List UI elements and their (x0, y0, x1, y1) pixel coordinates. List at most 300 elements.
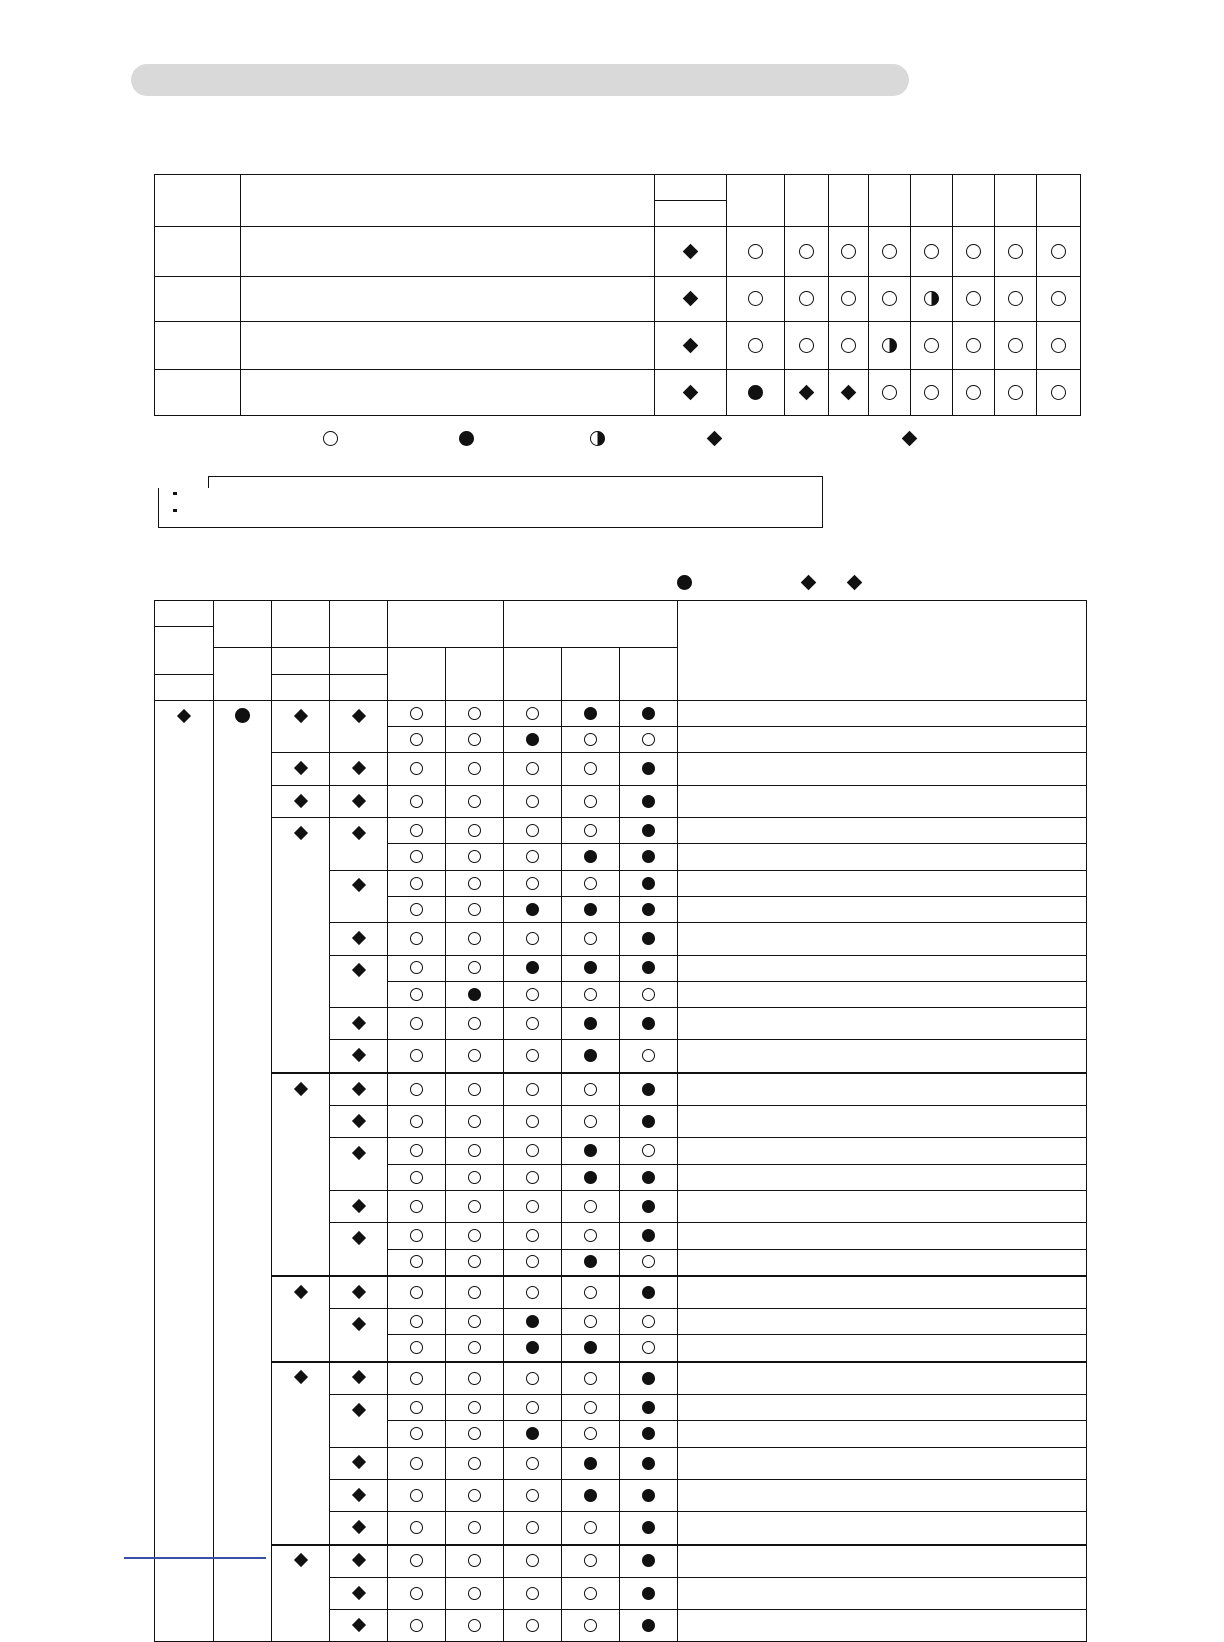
table-row (155, 370, 1081, 416)
open-circle-icon (966, 338, 981, 353)
open-circle-icon (410, 1171, 423, 1184)
mark-cell (388, 896, 446, 922)
section-header-bar (131, 64, 909, 96)
t2-header-cell (330, 674, 388, 700)
open-circle-icon (1051, 244, 1066, 259)
t2-header-cell (155, 601, 214, 627)
mark-cell (446, 1223, 504, 1249)
filled-circle-icon (642, 824, 655, 837)
combination-table (154, 600, 1087, 1642)
mark-cell (388, 1545, 446, 1578)
mark-cell (620, 785, 678, 817)
mark-cell (504, 955, 562, 981)
mark-cell (504, 1223, 562, 1249)
subgroup-cell (330, 753, 388, 785)
diamond-icon (841, 384, 857, 400)
mark-cell (562, 844, 620, 870)
open-circle-icon (468, 877, 481, 890)
diamond-icon (351, 1016, 365, 1030)
group-cell (272, 1545, 330, 1642)
open-circle-icon (799, 291, 814, 306)
t2-header-cell (272, 674, 330, 700)
filled-circle-icon (468, 988, 481, 1001)
filled-circle-icon (642, 1457, 655, 1470)
diamond-icon (351, 1048, 365, 1062)
row-description-cell (241, 370, 655, 416)
note-bullet (173, 492, 177, 495)
mark-cell (620, 753, 678, 785)
mark-cell (446, 818, 504, 844)
open-circle-icon (924, 244, 939, 259)
mark-cell (727, 370, 785, 416)
open-circle-icon (410, 1286, 423, 1299)
mark-cell (446, 1479, 504, 1511)
diamond-icon (177, 709, 191, 723)
mark-cell (562, 1577, 620, 1609)
diamond-icon (293, 1081, 307, 1095)
row-description-cell (241, 322, 655, 370)
diamond-icon (683, 291, 699, 307)
mark-cell (1037, 227, 1081, 277)
description-cell (678, 1164, 1087, 1190)
footer-link-underline (124, 1557, 266, 1559)
mark-cell (995, 322, 1037, 370)
open-circle-icon (584, 795, 597, 808)
mark-cell (388, 1249, 446, 1276)
diamond-icon (683, 384, 699, 400)
open-circle-icon (526, 1115, 539, 1128)
mark-cell (504, 1138, 562, 1164)
description-cell (678, 785, 1087, 817)
open-circle-icon (966, 244, 981, 259)
mark-cell (1037, 322, 1081, 370)
open-circle-icon (410, 1017, 423, 1030)
mark-cell (869, 370, 911, 416)
subgroup-cell (330, 1309, 388, 1362)
mark-cell (620, 1309, 678, 1335)
t2-header-cell (214, 601, 272, 648)
filled-circle-icon (584, 1017, 597, 1030)
open-circle-icon (642, 1144, 655, 1157)
mark-cell (620, 1040, 678, 1073)
mark-cell (562, 1421, 620, 1447)
filled-circle-icon (642, 1372, 655, 1385)
diamond-icon (351, 878, 365, 892)
row-description-cell (241, 227, 655, 277)
filled-circle-icon (642, 1427, 655, 1440)
filled-circle-icon (584, 1489, 597, 1502)
mark-cell (446, 727, 504, 753)
open-circle-icon (410, 1521, 423, 1534)
open-circle-icon (526, 932, 539, 945)
mark-cell (829, 322, 869, 370)
group-cell (272, 785, 330, 817)
open-circle-icon (410, 850, 423, 863)
open-circle-icon (526, 1587, 539, 1600)
open-circle-icon (1008, 244, 1023, 259)
group-cell (272, 1276, 330, 1362)
open-circle-icon (410, 1049, 423, 1062)
mark-cell (869, 277, 911, 322)
open-circle-icon (468, 1200, 481, 1213)
mark-cell (620, 1577, 678, 1609)
open-circle-icon (468, 1229, 481, 1242)
subgroup-cell (330, 1395, 388, 1448)
mark-cell (562, 1223, 620, 1249)
open-circle-icon (526, 1017, 539, 1030)
open-circle-icon (526, 1457, 539, 1470)
open-circle-icon (526, 1372, 539, 1385)
mark-cell (504, 1106, 562, 1138)
mark-cell (504, 896, 562, 922)
legend-diamond-icon (707, 431, 723, 447)
filled-circle-icon (584, 1457, 597, 1470)
mark-cell (953, 370, 995, 416)
subgroup-cell (330, 870, 388, 923)
t2-header-cell (678, 601, 1087, 701)
filled-circle-icon (642, 795, 655, 808)
mark-cell (504, 1545, 562, 1578)
mark-cell (388, 1138, 446, 1164)
open-circle-icon (410, 988, 423, 1001)
diamond-icon (351, 793, 365, 807)
diamond-icon (351, 1520, 365, 1534)
open-circle-icon (584, 1554, 597, 1567)
mark-cell (620, 1164, 678, 1190)
open-circle-icon (924, 385, 939, 400)
mark-cell (446, 844, 504, 870)
mark-cell (562, 1190, 620, 1222)
open-circle-icon (584, 1521, 597, 1534)
diamond-icon (683, 243, 699, 259)
mark-cell (388, 1309, 446, 1335)
open-circle-icon (584, 1115, 597, 1128)
open-circle-icon (468, 1401, 481, 1414)
mark-cell (446, 1577, 504, 1609)
group-cell (272, 818, 330, 1073)
t1-header-cell (869, 175, 911, 227)
diamond-icon (293, 1553, 307, 1567)
mark-cell (620, 1447, 678, 1479)
filled-circle-icon (584, 1255, 597, 1268)
t1-header-cell (1037, 175, 1081, 227)
row-label-cell (155, 322, 241, 370)
mark-cell (446, 1138, 504, 1164)
table-row (155, 753, 1087, 785)
filled-circle-icon (584, 961, 597, 974)
table-row (155, 227, 1081, 277)
open-circle-icon (410, 707, 423, 720)
description-cell (678, 1545, 1087, 1578)
diamond-icon (799, 384, 815, 400)
t1-header-cell (785, 175, 829, 227)
open-circle-icon (584, 1200, 597, 1213)
description-cell (678, 1223, 1087, 1249)
diamond-icon (351, 826, 365, 840)
mark-cell (562, 1479, 620, 1511)
table-row (155, 818, 1087, 844)
diamond-icon (351, 1403, 365, 1417)
note-bullet (173, 509, 177, 512)
mark-cell (388, 1610, 446, 1642)
description-cell (678, 753, 1087, 785)
mark-cell (446, 1106, 504, 1138)
description-cell (678, 1138, 1087, 1164)
filled-circle-icon (642, 1200, 655, 1213)
mark-cell (562, 870, 620, 896)
open-circle-icon (410, 903, 423, 916)
mark-cell (620, 1008, 678, 1040)
open-circle-icon (410, 961, 423, 974)
legend-open-circle-icon (323, 431, 338, 446)
mark-cell (446, 753, 504, 785)
open-circle-icon (642, 1049, 655, 1062)
mark-cell (1037, 277, 1081, 322)
mark-cell (620, 1249, 678, 1276)
mark-cell (388, 818, 446, 844)
mark-cell (562, 1309, 620, 1335)
mark-cell (504, 1190, 562, 1222)
open-circle-icon (748, 291, 763, 306)
open-circle-icon (526, 1521, 539, 1534)
support-matrix-table (154, 174, 1081, 416)
diamond-icon (351, 1146, 365, 1160)
mark-cell (727, 322, 785, 370)
t2-header-cell (330, 601, 388, 648)
description-cell (678, 1512, 1087, 1545)
open-circle-icon (966, 385, 981, 400)
filled-circle-icon (642, 1171, 655, 1184)
open-circle-icon (882, 291, 897, 306)
t2-header-cell (272, 601, 330, 648)
diamond-icon (351, 1455, 365, 1469)
open-circle-icon (410, 1115, 423, 1128)
subgroup-cell (330, 1190, 388, 1222)
group-cell (272, 753, 330, 785)
mark-cell (504, 844, 562, 870)
table-row (155, 1362, 1087, 1395)
open-circle-icon (468, 850, 481, 863)
mark-cell (829, 370, 869, 416)
mark-cell (446, 1335, 504, 1362)
mark-cell (911, 370, 953, 416)
mark-cell (829, 227, 869, 277)
description-cell (678, 981, 1087, 1007)
mark-cell (446, 1512, 504, 1545)
mark-cell (785, 227, 829, 277)
filled-circle-icon (642, 1017, 655, 1030)
filled-circle-icon (748, 385, 763, 400)
table-row (155, 1073, 1087, 1106)
mark-cell (446, 1309, 504, 1335)
mark-cell (620, 1190, 678, 1222)
description-cell (678, 700, 1087, 726)
t1-header-cell (953, 175, 995, 227)
description-cell (678, 1249, 1087, 1276)
mark-cell (562, 818, 620, 844)
description-cell (678, 1577, 1087, 1609)
mark-cell (504, 1447, 562, 1479)
diamond-icon (351, 709, 365, 723)
subgroup-cell (330, 785, 388, 817)
open-circle-icon (410, 1144, 423, 1157)
open-circle-icon (468, 1554, 481, 1567)
open-circle-icon (584, 1619, 597, 1632)
t2-header-cell (155, 627, 214, 674)
mark-cell (620, 1335, 678, 1362)
mark-cell (785, 370, 829, 416)
open-circle-icon (410, 1229, 423, 1242)
open-circle-icon (526, 850, 539, 863)
mark-cell (620, 818, 678, 844)
filled-circle-icon (642, 1286, 655, 1299)
mark-cell (504, 1610, 562, 1642)
mark-cell (953, 322, 995, 370)
mark-cell (388, 981, 446, 1007)
filled-circle-icon (642, 932, 655, 945)
open-circle-icon (584, 932, 597, 945)
filled-circle-icon (642, 707, 655, 720)
open-circle-icon (410, 1619, 423, 1632)
mark-cell (446, 1008, 504, 1040)
open-circle-icon (468, 903, 481, 916)
mark-cell (655, 227, 727, 277)
mark-cell (388, 955, 446, 981)
mark-cell (562, 1610, 620, 1642)
mark-cell (562, 1447, 620, 1479)
mark-cell (620, 1276, 678, 1309)
mark-cell (446, 785, 504, 817)
open-circle-icon (841, 291, 856, 306)
subgroup-cell (330, 1512, 388, 1545)
open-circle-icon (468, 961, 481, 974)
filled-circle-icon (584, 707, 597, 720)
open-circle-icon (584, 762, 597, 775)
t1-header-cell (911, 175, 953, 227)
second-column-cell (214, 700, 272, 1642)
mark-cell (388, 1040, 446, 1073)
legend-half-circle-icon (590, 431, 605, 446)
t2-header-cell (446, 648, 504, 701)
mark-cell (620, 896, 678, 922)
mark-cell (911, 277, 953, 322)
mark-cell (655, 370, 727, 416)
description-cell (678, 1421, 1087, 1447)
group-cell (272, 1362, 330, 1545)
open-circle-icon (468, 1171, 481, 1184)
mark-cell (620, 870, 678, 896)
mark-cell (562, 923, 620, 955)
open-circle-icon (468, 1115, 481, 1128)
diamond-icon (351, 1618, 365, 1632)
subgroup-cell (330, 1362, 388, 1395)
mark-cell (620, 700, 678, 726)
mark-cell (446, 896, 504, 922)
diamond-icon (293, 1370, 307, 1384)
filled-circle-icon (642, 1083, 655, 1096)
table-row (155, 1545, 1087, 1578)
subgroup-cell (330, 700, 388, 753)
t2-header-cell (504, 601, 678, 648)
mark-cell (388, 1447, 446, 1479)
mark-cell (504, 1335, 562, 1362)
row-description-cell (241, 277, 655, 322)
mark-cell (446, 923, 504, 955)
table-row (155, 700, 1087, 726)
open-circle-icon (584, 1401, 597, 1414)
mark-cell (829, 277, 869, 322)
t1-header-cell (655, 201, 727, 227)
open-circle-icon (526, 1229, 539, 1242)
mark-cell (446, 1164, 504, 1190)
first-column-cell (155, 700, 214, 1642)
row-label-cell (155, 370, 241, 416)
mark-cell (562, 1512, 620, 1545)
selected-diamond-icon (801, 575, 817, 591)
mark-cell (620, 1512, 678, 1545)
open-circle-icon (526, 1200, 539, 1213)
mark-cell (562, 700, 620, 726)
open-circle-icon (526, 1049, 539, 1062)
open-circle-icon (468, 1315, 481, 1328)
subgroup-cell (330, 1008, 388, 1040)
mark-cell (562, 1545, 620, 1578)
description-cell (678, 1073, 1087, 1106)
open-circle-icon (526, 877, 539, 890)
mark-cell (388, 1276, 446, 1309)
open-circle-icon (468, 1017, 481, 1030)
open-circle-icon (468, 1619, 481, 1632)
open-circle-icon (410, 1083, 423, 1096)
open-circle-icon (468, 1255, 481, 1268)
filled-circle-icon (526, 1315, 539, 1328)
open-circle-icon (1051, 385, 1066, 400)
open-circle-icon (642, 1255, 655, 1268)
legend-diamond-icon (902, 431, 918, 447)
filled-circle-icon (235, 708, 250, 723)
open-circle-icon (841, 338, 856, 353)
diamond-icon (351, 1585, 365, 1599)
mark-cell (504, 1395, 562, 1421)
open-circle-icon (841, 244, 856, 259)
open-circle-icon (468, 1144, 481, 1157)
filled-circle-icon (584, 1171, 597, 1184)
diamond-icon (293, 1285, 307, 1299)
open-circle-icon (1008, 385, 1023, 400)
mark-cell (620, 1106, 678, 1138)
mark-cell (504, 753, 562, 785)
mark-cell (562, 1008, 620, 1040)
open-circle-icon (799, 244, 814, 259)
mark-cell (504, 1421, 562, 1447)
mark-cell (620, 1610, 678, 1642)
mark-cell (953, 227, 995, 277)
mark-cell (388, 1164, 446, 1190)
mark-cell (504, 1040, 562, 1073)
mark-cell (655, 277, 727, 322)
diamond-icon (351, 1370, 365, 1384)
mark-cell (995, 277, 1037, 322)
t2-header-cell (562, 648, 620, 701)
mark-cell (727, 277, 785, 322)
mark-cell (562, 1362, 620, 1395)
t2-header-cell (620, 648, 678, 701)
mark-cell (504, 1309, 562, 1335)
mark-cell (562, 981, 620, 1007)
open-circle-icon (882, 385, 897, 400)
diamond-icon (351, 1317, 365, 1331)
filled-circle-icon (642, 762, 655, 775)
